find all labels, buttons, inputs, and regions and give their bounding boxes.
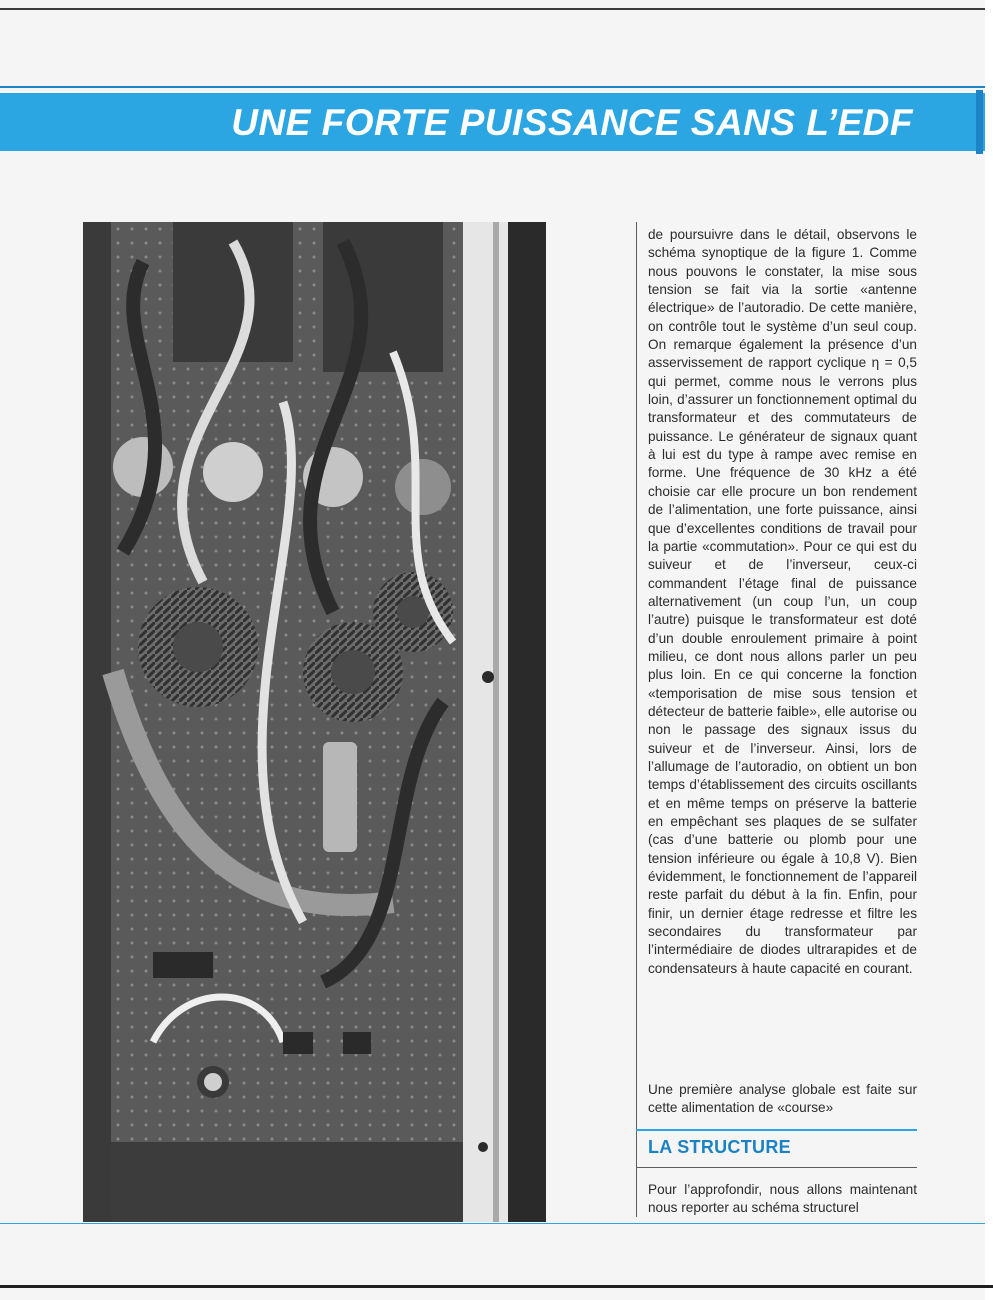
top-rule bbox=[0, 8, 993, 10]
bottom-rule bbox=[0, 1285, 993, 1288]
section-heading: LA STRUCTURE bbox=[648, 1137, 791, 1157]
bottom-blue-rule bbox=[0, 1223, 985, 1224]
banner-outline bbox=[0, 86, 985, 88]
circuit-board-photo bbox=[83, 222, 546, 1222]
section-rule-top bbox=[636, 1129, 917, 1131]
article-paragraph: Une première analyse globale est faite sur cette alimentation de «course» bbox=[648, 1082, 917, 1116]
column-divider bbox=[636, 222, 637, 1217]
page-title: UNE FORTE PUISSANCE SANS L’EDF bbox=[231, 102, 913, 143]
page-edge bbox=[985, 0, 993, 1300]
title-banner bbox=[0, 93, 985, 151]
article-paragraph: Pour l’approfondir, nous allons maintenant nous reporter au schéma structurel bbox=[648, 1182, 917, 1216]
section-rule-bottom bbox=[636, 1167, 917, 1168]
page-edge-tab bbox=[976, 90, 983, 154]
article-paragraph: de poursuivre dans le détail, observons le schéma synoptique de la figure 1. Comme nous pouvons le constater, la mise sous tension se fait via la sortie «antenne électrique» de l’autoradio. De cette manière, on contrôle tout le système d’un seul coup. On remarque également la présence d’un asservissement de rapport cyclique η = 0,5 qui permet, comme nous le verrons plus loin, d’assurer un fonctionnement optimal du transformateur et des commutateurs de puissance. Le générateur de signaux quant à lui est du type à rampe avec remise en forme. Une fréquence de 30 kHz a été choisie car elle procure un bon rendement de l’alimentation, une forte puissance, ainsi que d’excellentes conditions de travail pour la partie «commutation». Pour ce qui est du suiveur et de l’inverseur, ceux-ci commandent l’étage final de puissance alternativement (un coup l’un, un coup l’autre) puisque le transformateur est doté d’un double enroulement primaire à point milieu, ce dont nous allons parler un peu plus loin. En ce qui concerne la fonction «temporisation de mise sous tension et détecteur de batterie faible», elle autorise ou non le passage des signaux issus du suiveur et de l’inverseur. Ainsi, lors de l’allumage de l’autoradio, on obtient un bon temps d’établissement des circuits oscillants et en même temps on préserve la batterie en empêchant ses plaques de se sulfater (cas d’une batterie ou plomb pour une tension inférieure ou égale à 10,8 V). Bien évidemment, le fonctionnement de l’appareil reste parfait du début à la fin. Enfin, pour finir, un dernier étage redresse et filtre les secondaires du transformateur par l’intermédiaire de diodes ultrarapides et de condensateurs à haute capacité en courant. bbox=[648, 227, 917, 976]
